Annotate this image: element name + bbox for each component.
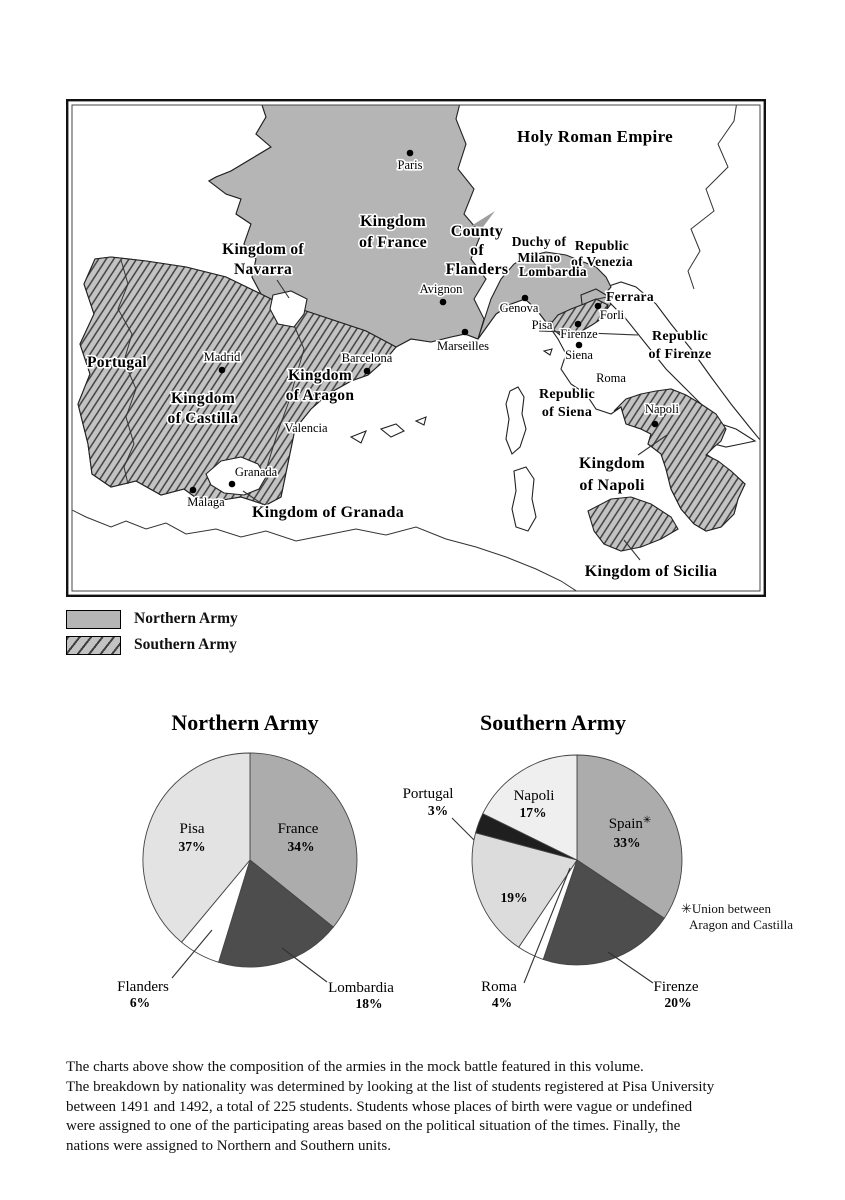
city-label-firenze: Firenze bbox=[560, 327, 598, 341]
legend-row-southern bbox=[66, 634, 237, 656]
region-kingdom-of-sicilia-southern bbox=[588, 497, 678, 551]
paragraph-line: were assigned to one of the participating areas based on the political situation of the times. Finally, the bbox=[66, 1118, 681, 1135]
region-label-portugal: Portugal bbox=[86, 354, 148, 371]
city-dot-marseilles bbox=[462, 329, 469, 336]
pie-label-spain: Spain✳ bbox=[608, 815, 652, 832]
city-label-forli: Forli bbox=[599, 308, 625, 322]
region-label-duchy-of-milano: Duchy of Milano bbox=[511, 234, 567, 265]
city-label-marseilles: Marseilles bbox=[436, 339, 490, 353]
legend-label-northern-army: Northern Army bbox=[134, 610, 238, 627]
region-label-kingdom-of-france: Kingdom of France bbox=[358, 213, 428, 251]
pie-leader-portugal bbox=[452, 818, 474, 840]
region-label-kingdom-of-castilla: Kingdom of Castilla bbox=[167, 390, 239, 427]
pie-label-roma: Roma bbox=[481, 979, 517, 995]
pie-pct-spain: 33% bbox=[613, 835, 641, 850]
army-composition-charts bbox=[0, 690, 845, 1060]
city-dot-granada bbox=[229, 481, 236, 488]
city-label-granada: Granada bbox=[234, 465, 278, 479]
pie-title-northern-army: Northern Army bbox=[171, 710, 319, 735]
europe-political-map bbox=[66, 99, 766, 597]
pie-pct-france: 34% bbox=[287, 839, 315, 854]
city-label-paris: Paris bbox=[397, 158, 423, 172]
city-label-genova: Genova bbox=[499, 301, 539, 315]
pie-pct-pisa: 37% bbox=[178, 839, 206, 854]
city-label-siena: Siena bbox=[565, 348, 593, 362]
city-dot-madrid bbox=[219, 367, 226, 374]
pie-pct-portugal: 3% bbox=[427, 803, 449, 818]
region-label-republic-of-siena: Republic of Siena bbox=[538, 387, 596, 420]
southern-army-pie-chart bbox=[403, 710, 699, 1010]
region-label-kingdom-of-navarra: Kingdom of Navarra bbox=[222, 241, 304, 278]
footnote-line-1: ✳Union between bbox=[681, 901, 771, 916]
northern-army-pie-chart bbox=[117, 710, 394, 1011]
city-dot-paris bbox=[407, 150, 414, 157]
legend-row-northern bbox=[66, 608, 238, 630]
city-label-avignon: Avignon bbox=[419, 282, 463, 296]
city-label-napoli: Napoli bbox=[644, 402, 680, 416]
paragraph-line: between 1491 and 1492, a total of 225 students. Students whose places of birth were vague or undefined bbox=[66, 1098, 693, 1115]
pie-label-firenze: Firenze bbox=[653, 979, 699, 995]
legend-swatch-southern-army bbox=[66, 636, 121, 655]
island-balearic-2 bbox=[381, 424, 404, 437]
description-paragraph bbox=[66, 1058, 826, 1157]
region-label-kingdom-of-granada: Kingdom of Granada bbox=[251, 504, 405, 521]
pie-label-pisa: Pisa bbox=[179, 821, 205, 837]
city-label-barcelona: Barcelona bbox=[341, 351, 393, 365]
spain-union-footnote bbox=[681, 901, 841, 932]
region-label-county-of-flanders: County of Flanders bbox=[445, 223, 509, 278]
island-sardinia bbox=[512, 467, 536, 531]
paragraph-line: The breakdown by nationality was determined by looking at the list of students registered at Pisa University bbox=[66, 1078, 715, 1095]
pie-title-southern-army: Southern Army bbox=[479, 710, 627, 735]
island-balearic-1 bbox=[351, 431, 366, 443]
pie-pct-flanders: 6% bbox=[129, 995, 151, 1010]
pie-pct-item: 19% bbox=[500, 890, 528, 905]
pie-pct-firenze: 20% bbox=[664, 995, 692, 1010]
city-label-madrid: Madrid bbox=[203, 350, 241, 364]
pie-label-flanders: Flanders bbox=[117, 979, 169, 995]
city-dot-napoli bbox=[652, 421, 659, 428]
legend-swatch-northern-army bbox=[66, 610, 121, 629]
pie-leader-lombardia bbox=[282, 948, 327, 982]
pie-label-napoli: Napoli bbox=[513, 788, 555, 804]
city-dot-malaga bbox=[190, 487, 197, 494]
paragraph-line: The charts above show the composition of the armies in the mock battle featured in this volume. bbox=[66, 1059, 644, 1075]
region-label-kingdom-of-sicilia: Kingdom of Sicilia bbox=[584, 563, 718, 580]
island-elba bbox=[544, 349, 552, 355]
pie-pct-roma: 4% bbox=[491, 995, 513, 1010]
city-label-valencia: Valencia bbox=[284, 421, 328, 435]
island-balearic-3 bbox=[416, 417, 426, 425]
region-label-ferrara: Ferrara bbox=[606, 289, 654, 304]
region-label-republic-of-firenze: Republic of Firenze bbox=[648, 329, 712, 362]
region-label-republic-of-venezia: Republic of Venezia bbox=[571, 238, 633, 269]
city-label-malaga: Malaga bbox=[187, 495, 225, 509]
paragraph-line: nations were assigned to Northern and Southern units. bbox=[66, 1138, 391, 1155]
pie-label-france: France bbox=[277, 821, 319, 837]
city-label-roma: Roma bbox=[596, 371, 626, 385]
pie-label-portugal: Portugal bbox=[402, 786, 454, 802]
legend-label-southern-army: Southern Army bbox=[134, 636, 237, 653]
pie-label-lombardia: Lombardia bbox=[328, 980, 394, 996]
city-label-pisa: Pisa bbox=[531, 318, 553, 332]
region-label-kingdom-of-napoli: Kingdom of Napoli bbox=[578, 455, 646, 494]
island-corsica bbox=[506, 387, 526, 454]
city-dot-barcelona bbox=[364, 368, 371, 375]
pie-pct-napoli: 17% bbox=[519, 805, 547, 820]
footnote-line-2: Aragon and Castilla bbox=[689, 916, 793, 932]
region-label-holy-roman-empire: Holy Roman Empire bbox=[517, 127, 673, 146]
region-label-kingdom-of-aragon: Kingdom of Aragon bbox=[285, 367, 355, 404]
pie-pct-lombardia: 18% bbox=[355, 996, 383, 1011]
city-dot-avignon bbox=[440, 299, 447, 306]
pie-leader-firenze bbox=[608, 952, 653, 983]
region-label-lombardia: Lombardia bbox=[519, 264, 587, 279]
